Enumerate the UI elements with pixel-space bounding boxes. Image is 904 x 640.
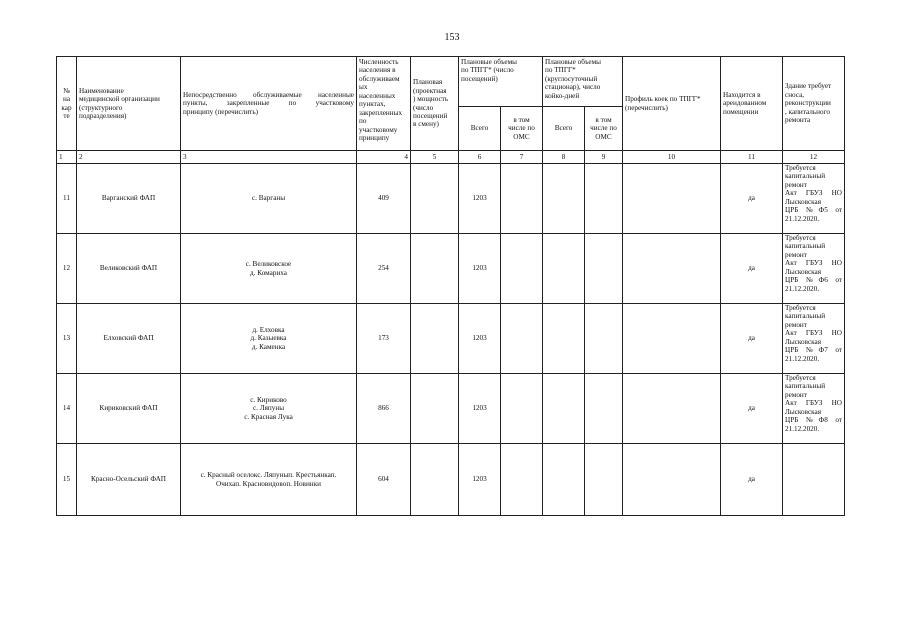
header-line: ОМС <box>513 132 530 141</box>
cell-profile <box>623 304 721 374</box>
header-line: на <box>62 95 71 104</box>
note-line: ЦРБ №Ф6 от <box>785 276 842 285</box>
note-line: ЦРБ №Ф5 от <box>785 206 842 215</box>
cell-rented: да <box>721 374 783 444</box>
cell-name: Красно-Осельский ФАП <box>77 444 181 516</box>
header-line: в смену) <box>413 120 439 129</box>
header-line: участковому <box>359 125 398 134</box>
header-col-name <box>77 57 181 151</box>
header-text <box>413 78 456 129</box>
column-number: 2 <box>77 151 181 164</box>
header-line: те <box>63 111 70 120</box>
cell-renovation-note <box>783 234 845 304</box>
header-line: ОМС <box>595 132 612 141</box>
cell-line: д. Казыевка <box>250 334 287 343</box>
header-line: посещений <box>413 111 448 120</box>
cell-profile <box>623 234 721 304</box>
header-line: по ТПГГ* <box>545 66 576 75</box>
cell-line: с. Ляпуны <box>252 404 285 413</box>
note-line: 21.12.2020. <box>785 214 820 223</box>
header-line: по ТПГГ* (число <box>461 66 514 75</box>
header-line: (структурного <box>79 103 123 112</box>
cell-beds-oms <box>585 164 623 234</box>
header-line: (круглосуточный <box>545 74 598 83</box>
cell-line: с. Варганы <box>251 194 286 203</box>
header-text <box>359 58 408 143</box>
cell-beds-oms <box>585 374 623 444</box>
header-line: ых <box>359 83 368 92</box>
header-line: закрепленных <box>359 108 403 117</box>
cell-capacity <box>411 304 459 374</box>
header-col-beds-oms <box>585 107 623 151</box>
cell-name: Варганский ФАП <box>77 164 181 234</box>
header-col-population <box>357 57 411 151</box>
cell-number: 13 <box>57 304 77 374</box>
cell-settlements <box>181 164 357 234</box>
note-line: ремонт <box>785 250 807 259</box>
note-line: Требуется <box>785 304 816 312</box>
header-text <box>79 87 178 121</box>
header-line: числе по <box>590 124 617 133</box>
cell-population: 173 <box>357 304 411 374</box>
note-line: Лысковская <box>785 267 822 276</box>
facilities-table <box>56 56 845 516</box>
header-text <box>461 58 540 83</box>
cell-line: с. Красный оселокс. Ляпунып. Крестьянкап. <box>200 471 337 480</box>
note-line: капитальный <box>785 242 826 251</box>
cell-visits-total: 1203 <box>459 164 501 234</box>
header-line: числе по <box>508 124 535 133</box>
cell-profile <box>623 374 721 444</box>
note-line: капитальный <box>785 382 826 391</box>
cell-renovation-note <box>783 304 845 374</box>
header-line: (число <box>413 103 434 112</box>
header-text <box>785 82 842 124</box>
header-line: ремонта <box>785 116 811 125</box>
header-line: помещении <box>723 107 759 116</box>
cell-renovation-note <box>783 444 845 516</box>
header-line: стационар), число <box>545 83 601 92</box>
cell-profile <box>623 164 721 234</box>
page-number: 153 <box>444 32 460 43</box>
cell-visits-oms <box>501 444 543 516</box>
cell-line: с. Кириково <box>250 395 287 404</box>
cell-line: Очихап. Красновидовоп. Новинки <box>216 479 321 488</box>
cell-visits-oms <box>501 374 543 444</box>
header-line: обслуживаем <box>359 74 400 83</box>
header-text <box>503 116 540 141</box>
cell-capacity <box>411 444 459 516</box>
note-line: ремонт <box>785 390 807 399</box>
header-line: по <box>359 117 367 126</box>
cell-visits-total: 1203 <box>459 234 501 304</box>
header-col-visits-oms <box>501 107 543 151</box>
cell-beds-total <box>543 304 585 374</box>
header-col-rented <box>721 57 783 151</box>
header-line: принципу <box>359 134 390 143</box>
header-line: подразделения) <box>79 111 127 120</box>
note-line: Требуется <box>785 234 816 242</box>
cell-renovation-note <box>783 164 845 234</box>
header-col-beds-total: Всего <box>543 107 585 151</box>
cell-line: с. Красная Лука <box>244 412 293 421</box>
column-numbers-row <box>57 151 845 164</box>
cell-number: 15 <box>57 444 77 516</box>
table-row <box>57 374 845 444</box>
cell-settlements <box>181 304 357 374</box>
cell-beds-oms <box>585 444 623 516</box>
cell-population: 604 <box>357 444 411 516</box>
cell-settlements <box>181 374 357 444</box>
note-line: Лысковская <box>785 337 822 346</box>
header-line: реконструкции <box>785 99 831 108</box>
header-col-renovation <box>783 57 845 151</box>
cell-beds-oms <box>585 234 623 304</box>
header-line: принципу (перечислить) <box>183 107 258 116</box>
header-line: , капитального <box>785 107 830 116</box>
header-line: посещений) <box>461 74 498 83</box>
column-number: 11 <box>721 151 783 164</box>
cell-line: д. Комариха <box>250 268 287 277</box>
cell-beds-total <box>543 234 585 304</box>
header-text <box>587 116 620 141</box>
note-line: Лысковская <box>785 407 822 416</box>
cell-rented: да <box>721 164 783 234</box>
cell-number: 14 <box>57 374 77 444</box>
column-number: 4 <box>357 151 411 164</box>
column-number: 12 <box>783 151 845 164</box>
column-number: 5 <box>411 151 459 164</box>
cell-visits-oms <box>501 234 543 304</box>
header-text <box>625 95 718 112</box>
header-visits-group <box>459 57 543 107</box>
header-beds-group <box>543 57 623 107</box>
header-line: Наименование <box>79 86 124 95</box>
header-col-profile <box>623 57 721 151</box>
note-line: 21.12.2020. <box>785 354 820 363</box>
cell-line: д. Елховка <box>252 325 285 334</box>
column-number: 3 <box>181 151 357 164</box>
column-number: 1 <box>57 151 77 164</box>
header-text <box>183 91 354 116</box>
header-col-visits-total: Всего <box>459 107 501 151</box>
header-line: сноса, <box>785 90 805 99</box>
table-row <box>57 234 845 304</box>
cell-settlements <box>181 234 357 304</box>
header-line: Профиль коек по ТПГГ* <box>625 95 701 104</box>
cell-capacity <box>411 374 459 444</box>
cell-visits-oms <box>501 164 543 234</box>
cell-renovation-note <box>783 374 845 444</box>
header-col-number <box>57 57 77 151</box>
note-line: Требуется <box>785 164 816 172</box>
column-number: 10 <box>623 151 721 164</box>
note-line: Акт ГБУЗ НО <box>785 189 842 198</box>
note-line: 21.12.2020. <box>785 424 820 433</box>
cell-population: 409 <box>357 164 411 234</box>
cell-number: 11 <box>57 164 77 234</box>
header-text <box>723 91 780 116</box>
header-line: Плановые объемы <box>461 58 517 66</box>
header-line: Плановая <box>413 78 443 87</box>
note-line: ремонт <box>785 320 807 329</box>
note-line: Акт ГБУЗ НО <box>785 399 842 408</box>
cell-name: Кириковский ФАП <box>77 374 181 444</box>
note-line: ЦРБ №Ф8 от <box>785 416 842 425</box>
cell-beds-total <box>543 164 585 234</box>
header-line: (перечислить) <box>625 103 668 112</box>
cell-rented: да <box>721 234 783 304</box>
note-line: капитальный <box>785 172 826 181</box>
header-line: ) мощность <box>413 95 449 104</box>
column-number: 7 <box>501 151 543 164</box>
cell-beds-total <box>543 374 585 444</box>
cell-rented: да <box>721 304 783 374</box>
note-line: ремонт <box>785 180 807 189</box>
note-line: 21.12.2020. <box>785 284 820 293</box>
header-line: койко-дней <box>545 91 580 100</box>
cell-capacity <box>411 164 459 234</box>
header-col-capacity <box>411 57 459 151</box>
cell-population: 254 <box>357 234 411 304</box>
column-number: 8 <box>543 151 585 164</box>
cell-beds-oms <box>585 304 623 374</box>
header-line: в том <box>595 115 612 124</box>
header-line: населенных <box>359 91 396 100</box>
note-line: ЦРБ №Ф7 от <box>785 346 842 355</box>
header-line: Здание требует <box>785 82 832 91</box>
header-text <box>545 58 620 100</box>
cell-visits-oms <box>501 304 543 374</box>
table-row <box>57 164 845 234</box>
cell-rented: да <box>721 444 783 516</box>
cell-profile <box>623 444 721 516</box>
note-line: Акт ГБУЗ НО <box>785 259 842 268</box>
header-line: в том <box>513 115 530 124</box>
cell-population: 866 <box>357 374 411 444</box>
cell-visits-total: 1203 <box>459 304 501 374</box>
cell-visits-total: 1203 <box>459 444 501 516</box>
cell-number: 12 <box>57 234 77 304</box>
header-line: Плановые объемы <box>545 58 601 66</box>
header-col-settlements <box>181 57 357 151</box>
header-line: пунктах, <box>359 100 386 109</box>
cell-settlements <box>181 444 357 516</box>
note-line: Требуется <box>785 374 816 382</box>
note-line: капитальный <box>785 312 826 321</box>
header-line: медицинской организации <box>79 95 160 104</box>
header-line: Находится в <box>723 90 761 99</box>
header-line: населения в <box>359 66 396 75</box>
cell-beds-total <box>543 444 585 516</box>
cell-name: Великовский ФАП <box>77 234 181 304</box>
header-line: кар <box>61 103 72 112</box>
table-row <box>57 444 845 516</box>
cell-visits-total: 1203 <box>459 374 501 444</box>
header-line: Непосредственно обслуживаемые населенные <box>183 90 354 99</box>
cell-line: д. Каменка <box>251 342 286 351</box>
table-row <box>57 304 845 374</box>
column-number: 6 <box>459 151 501 164</box>
header-line: Численность <box>359 58 399 66</box>
header-line: (проектная <box>413 86 447 95</box>
cell-line: с. Великовское <box>245 260 292 269</box>
cell-capacity <box>411 234 459 304</box>
header-line: № <box>63 86 70 95</box>
note-line: Лысковская <box>785 197 822 206</box>
column-number: 9 <box>585 151 623 164</box>
header-line: арендованном <box>723 99 767 108</box>
note-line: Акт ГБУЗ НО <box>785 329 842 338</box>
header-text <box>59 87 74 121</box>
header-line: пункты, закрепленные по участковому <box>183 99 354 108</box>
cell-name: Елховский ФАП <box>77 304 181 374</box>
